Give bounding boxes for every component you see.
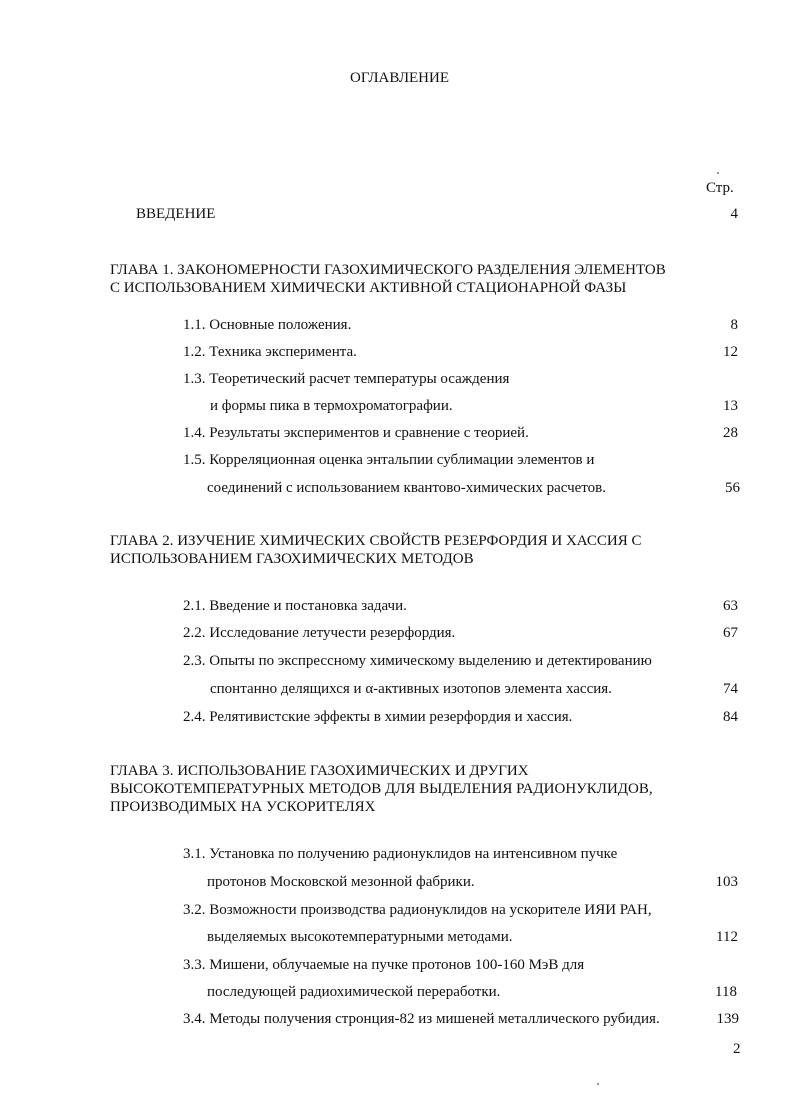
toc-item-1-4: 1.4. Результаты экспериментов и сравнение с теорией. (183, 425, 529, 441)
page-number: 2 (733, 1041, 741, 1057)
page-title: ОГЛАВЛЕНИЕ (350, 70, 449, 86)
toc-item-1-5-cont: соединений с использованием квантово-химических расчетов. (207, 480, 607, 496)
toc-item-1-5-page: 56 (725, 480, 740, 496)
toc-item-3-4: 3.4. Методы получения стронция-82 из мишеней металлического рубидия. (183, 1011, 660, 1027)
toc-item-1-3: 1.3. Теоретический расчет температуры осаждения (183, 371, 510, 387)
toc-item-1-4-page: 28 (723, 425, 738, 441)
toc-item-2-1-page: 63 (723, 598, 738, 614)
toc-item-2-2: 2.2. Исследование летучести резерфордия. (183, 625, 456, 641)
toc-item-1-1: 1.1. Основные положения. (183, 317, 352, 333)
toc-item-2-3: 2.3. Опыты по экспрессному химическому выделению и детектированию (183, 653, 652, 669)
toc-item-3-2-cont: выделяемых высокотемпературными методами. (207, 929, 513, 945)
chapter-1-title-line: ГЛАВА 1. ЗАКОНОМЕРНОСТИ ГАЗОХИМИЧЕСКОГО РАЗДЕЛЕНИЯ ЭЛЕМЕНТОВ (110, 262, 666, 278)
scan-speck (717, 172, 719, 174)
toc-item-2-3-cont: спонтанно делящихся и α-активных изотопов элемента хассия. (210, 681, 612, 697)
toc-item-1-5: 1.5. Корреляционная оценка энтальпии сублимации элементов и (183, 452, 595, 468)
toc-item-3-1: 3.1. Установка по получению радионуклидов на интенсивном пучке (183, 846, 618, 862)
toc-intro-page: 4 (730, 206, 738, 222)
toc-item-1-2-page: 12 (723, 344, 738, 360)
toc-intro-label: ВВЕДЕНИЕ (136, 206, 216, 222)
chapter-3-title-line: ВЫСОКОТЕМПЕРАТУРНЫХ МЕТОДОВ ДЛЯ ВЫДЕЛЕНИЯ РАДИОНУКЛИДОВ, (110, 781, 653, 797)
chapter-3-title-line: ПРОИЗВОДИМЫХ НА УСКОРИТЕЛЯХ (110, 799, 376, 815)
chapter-2-title-line: ИСПОЛЬЗОВАНИЕМ ГАЗОХИМИЧЕСКИХ МЕТОДОВ (110, 551, 474, 567)
chapter-2-title-line: ГЛАВА 2. ИЗУЧЕНИЕ ХИМИЧЕСКИХ СВОЙСТВ РЕЗЕРФОРДИЯ И ХАССИЯ С (110, 533, 642, 549)
toc-item-3-3: 3.3. Мишени, облучаемые на пучке протонов 100-160 МэВ для (183, 957, 585, 973)
scan-speck (597, 1083, 599, 1085)
toc-item-1-1-page: 8 (730, 317, 738, 333)
toc-item-3-2: 3.2. Возможности производства радионуклидов на ускорителе ИЯИ РАН, (183, 902, 652, 918)
toc-item-3-2-page: 112 (716, 929, 738, 945)
toc-item-1-2: 1.2. Техника эксперимента. (183, 344, 357, 360)
toc-item-2-1: 2.1. Введение и постановка задачи. (183, 598, 407, 614)
toc-item-3-1-page: 103 (715, 874, 738, 890)
toc-item-2-2-page: 67 (723, 625, 738, 641)
toc-item-1-3-page: 13 (723, 398, 738, 414)
toc-item-2-3-page: 74 (723, 681, 738, 697)
toc-item-3-3-page: 118 (715, 984, 737, 1000)
chapter-3-title-line: ГЛАВА 3. ИСПОЛЬЗОВАНИЕ ГАЗОХИМИЧЕСКИХ И ДРУГИХ (110, 763, 529, 779)
pages-column-header: Стр. (706, 180, 734, 196)
toc-item-2-4: 2.4. Релятивистские эффекты в химии резерфордия и хассия. (183, 709, 573, 725)
chapter-1-title-line: С ИСПОЛЬЗОВАНИЕМ ХИМИЧЕСКИ АКТИВНОЙ СТАЦИОНАРНОЙ ФАЗЫ (110, 280, 627, 296)
toc-item-3-4-page: 139 (716, 1011, 739, 1027)
toc-item-3-3-cont: последующей радиохимической переработки. (207, 984, 501, 1000)
toc-item-2-4-page: 84 (723, 709, 738, 725)
toc-item-3-1-cont: протонов Московской мезонной фабрики. (207, 874, 475, 890)
toc-item-1-3-cont: и формы пика в термохроматографии. (210, 398, 453, 414)
